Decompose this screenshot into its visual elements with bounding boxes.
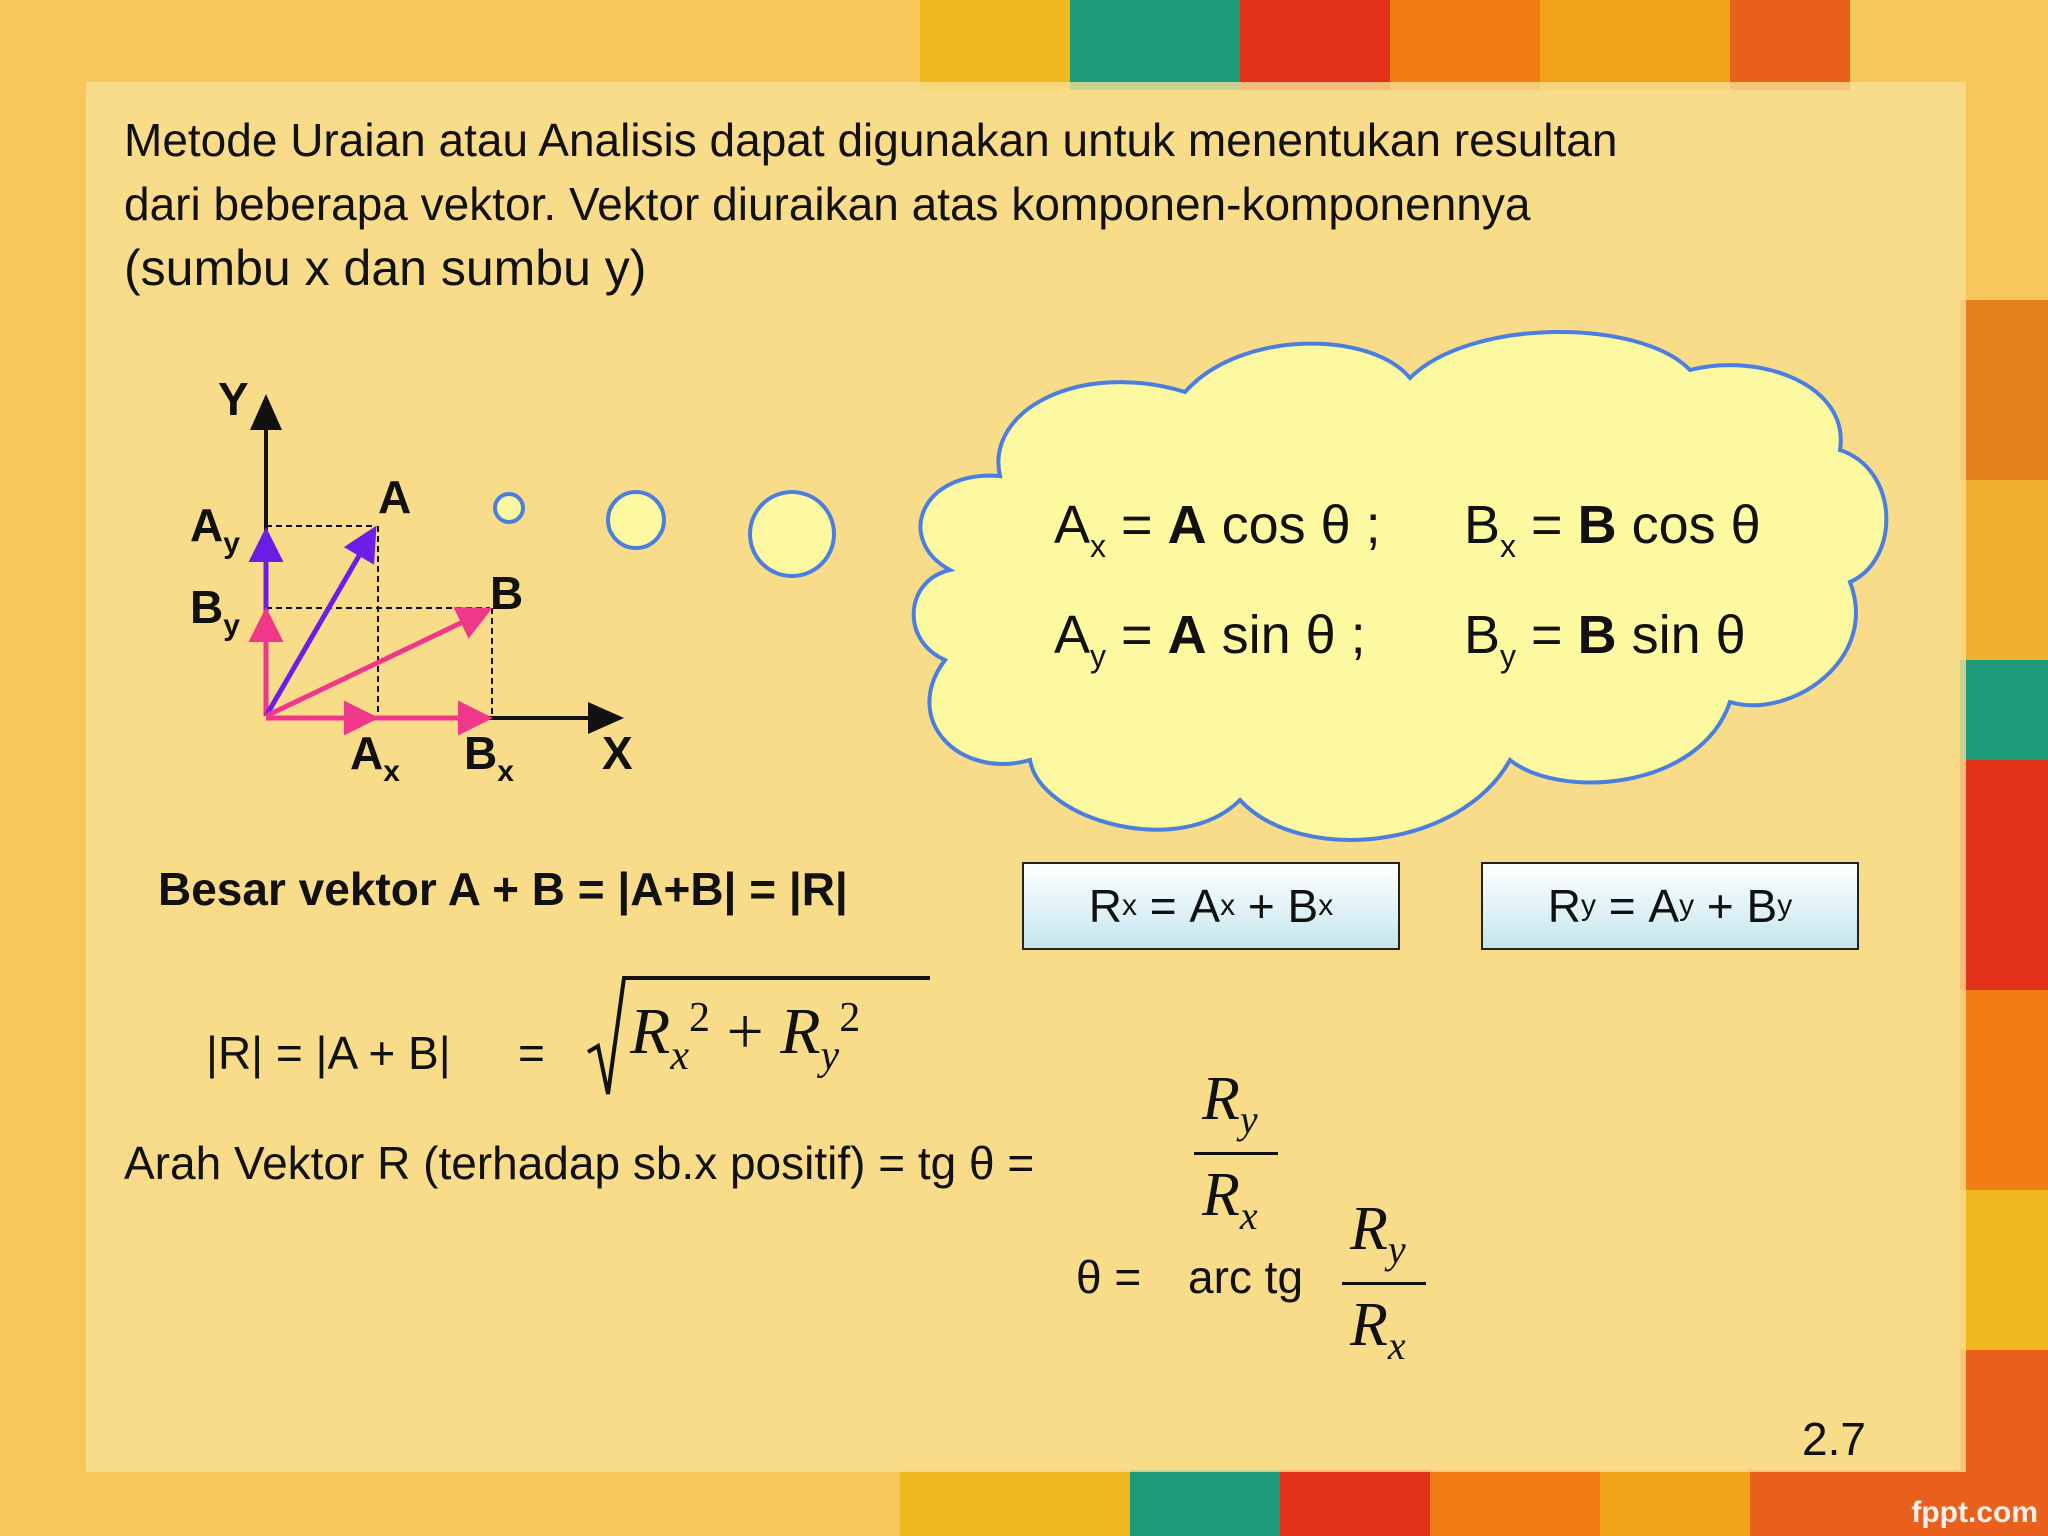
rx-box-plus: +	[1235, 880, 1288, 932]
bx-lhs: B	[1464, 495, 1501, 555]
radicand-plus: +	[726, 995, 764, 1068]
ry-box-b: B	[1746, 880, 1778, 932]
ay-label-main: A	[190, 499, 224, 551]
theta-denominator	[1350, 1290, 1406, 1369]
ay-equals: =	[1106, 605, 1168, 665]
ry-box-equals: =	[1595, 880, 1649, 932]
bx-label-sub: x	[497, 755, 514, 788]
radicand-power-2: 2	[839, 995, 861, 1041]
direction-fraction-bar	[1194, 1152, 1278, 1155]
magnitude-equals: =	[518, 1027, 545, 1079]
bx-magnitude: B	[1577, 495, 1617, 555]
direction-den-r: R	[1202, 1161, 1240, 1229]
ay-lhs-sub: y	[1090, 638, 1107, 674]
equation-bx	[1464, 494, 1761, 565]
ax-magnitude: A	[1167, 495, 1207, 555]
rx-box	[1022, 862, 1400, 950]
ry-box-a-sub: y	[1679, 889, 1695, 922]
rx-box-r: R	[1088, 880, 1122, 932]
rx-box-a-sub: x	[1220, 889, 1236, 922]
theta-numerator	[1350, 1194, 1406, 1273]
x-axis-label: X	[602, 727, 633, 779]
direction-num-r: R	[1202, 1065, 1240, 1133]
ax-label	[350, 726, 400, 789]
ax-equals: =	[1106, 495, 1168, 555]
by-label	[190, 580, 240, 643]
radicand-rx-sub: x	[670, 1033, 689, 1079]
direction-denominator	[1202, 1160, 1258, 1239]
intro-line-2: dari beberapa vektor. Vektor diuraikan atas komponen-komponennya	[124, 178, 1531, 230]
bx-label	[464, 726, 514, 789]
ry-box-plus: +	[1694, 880, 1747, 932]
ax-label-sub: x	[383, 755, 400, 788]
rx-box-equals: =	[1136, 880, 1190, 932]
vector-a-label: A	[378, 471, 412, 523]
ry-box	[1481, 862, 1859, 950]
by-lhs: B	[1464, 605, 1501, 665]
ax-lhs: A	[1054, 495, 1091, 555]
intro-line-3: (sumbu x dan sumbu y)	[124, 240, 647, 296]
ry-box-r: R	[1547, 880, 1581, 932]
sqrt-radicand	[630, 994, 860, 1080]
ay-rhs: sin θ ;	[1206, 605, 1366, 665]
ry-box-b-sub: y	[1777, 889, 1793, 922]
by-equals: =	[1516, 605, 1578, 665]
ax-label-main: A	[350, 727, 384, 779]
by-label-main: B	[190, 581, 224, 633]
vector-b-label: B	[490, 567, 524, 619]
equation-ay	[1054, 604, 1366, 675]
theta-function: arc tg	[1188, 1251, 1304, 1303]
ay-label	[190, 498, 240, 561]
thought-bubble-small	[495, 494, 523, 522]
by-lhs-sub: y	[1500, 638, 1517, 674]
bx-lhs-sub: x	[1500, 528, 1517, 564]
magnitude-lhs: |R| = |A + B|	[206, 1027, 451, 1079]
radicand-ry: R	[780, 995, 821, 1068]
ay-label-sub: y	[223, 527, 240, 560]
rx-box-b-sub: x	[1318, 889, 1334, 922]
bx-equals: =	[1516, 495, 1578, 555]
direction-den-sub: x	[1239, 1193, 1258, 1238]
radicand-rx: R	[630, 995, 671, 1068]
theta-num-sub: y	[1387, 1227, 1406, 1272]
theta-fraction-bar	[1342, 1282, 1426, 1285]
rx-box-a: A	[1189, 880, 1221, 932]
rx-box-b: B	[1287, 880, 1319, 932]
ry-box-r-sub: y	[1580, 889, 1596, 922]
ry-box-a: A	[1648, 880, 1680, 932]
y-axis-label: Y	[218, 373, 249, 425]
radicand-power-1: 2	[688, 995, 710, 1041]
rx-box-r-sub: x	[1121, 889, 1137, 922]
by-magnitude: B	[1577, 605, 1617, 665]
theta-den-sub: x	[1387, 1323, 1406, 1368]
ay-magnitude: A	[1167, 605, 1207, 665]
ax-lhs-sub: x	[1090, 528, 1107, 564]
direction-num-sub: y	[1239, 1097, 1258, 1142]
by-rhs: sin θ	[1616, 605, 1746, 665]
theta-lhs: θ =	[1076, 1251, 1142, 1303]
equation-ax	[1054, 494, 1381, 565]
equation-by	[1464, 604, 1746, 675]
watermark: fppt.com	[1911, 1496, 2038, 1529]
thought-bubble-medium	[608, 492, 664, 548]
theta-num-r: R	[1350, 1195, 1388, 1263]
magnitude-title: Besar vektor A + B = |A+B| = |R|	[158, 863, 848, 915]
page-number: 2.7	[1802, 1413, 1866, 1465]
thought-bubble-large	[750, 492, 834, 576]
by-label-sub: y	[223, 609, 240, 642]
radicand-ry-sub: y	[820, 1033, 840, 1079]
direction-text: Arah Vektor R (terhadap sb.x positif) = tg θ =	[124, 1137, 1035, 1189]
intro-line-1: Metode Uraian atau Analisis dapat digunakan untuk menentukan resultan	[124, 114, 1618, 166]
ax-rhs: cos θ ;	[1206, 495, 1381, 555]
bx-rhs: cos θ	[1616, 495, 1761, 555]
bx-label-main: B	[464, 727, 498, 779]
thought-cloud	[914, 332, 1887, 840]
ay-lhs: A	[1054, 605, 1091, 665]
direction-numerator	[1202, 1064, 1258, 1143]
theta-den-r: R	[1350, 1291, 1388, 1359]
